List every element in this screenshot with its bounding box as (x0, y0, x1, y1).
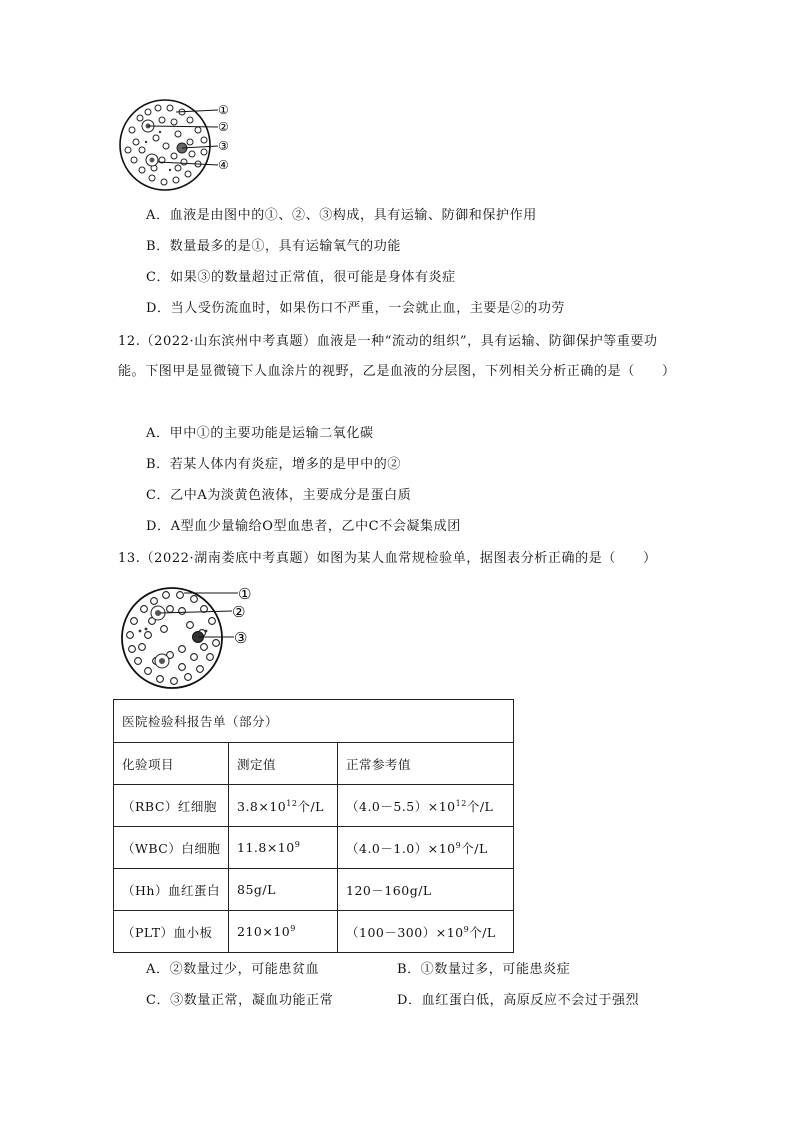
label-2: ② (218, 120, 229, 134)
smear-field (122, 588, 222, 688)
row-item: （RBC）红细胞 (114, 785, 229, 827)
q11-option-a: A．血液是由图中的①、②、③构成，具有运输、防御和保护作用 (146, 208, 537, 223)
q12-option-d: D．A型血少量输给O型血患者，乙中C不会凝集成团 (146, 519, 461, 534)
q11-option-d: D．当人受伤流血时，如果伤口不严重，一会就止血，主要是②的功劳 (146, 301, 566, 316)
row-value: $210\times 10^9$ (229, 911, 338, 953)
blood-smear-diagram-2 (120, 585, 270, 695)
row-item: （PLT）血小板 (114, 911, 229, 953)
table-row (114, 869, 514, 911)
q13-option-c: C．③数量正常，凝血功能正常 (146, 993, 334, 1008)
q12-option-a: A．甲中①的主要功能是运输二氧化碳 (146, 426, 374, 441)
q13-option-d: D．血红蛋白低，高原反应不会过于强烈 (397, 993, 640, 1008)
q13-option-a: A．②数量过少，可能患贫血 (146, 962, 320, 977)
label-1: ① (238, 585, 252, 603)
label-1: ① (218, 103, 229, 117)
row-item: （Hh）血红蛋白 (114, 869, 229, 911)
header-reference: 正常参考值 (338, 743, 514, 785)
table-row (114, 785, 514, 827)
smear-field (120, 100, 210, 190)
q13-stem: 13.（2022·湖南娄底中考真题）如图为某人血常规检验单，据图表分析正确的是（ ） (118, 551, 657, 566)
report-title: 医院检验科报告单（部分） (114, 700, 514, 743)
row-value: $3.8\times 10^{12}$个/L (229, 785, 338, 827)
label-4: ④ (218, 158, 229, 172)
q12-option-b: B．若某人体内有炎症，增多的是甲中的② (146, 457, 401, 472)
row-reference: $(4.0-5.5)\times 10^{12}$个/L (338, 785, 514, 827)
row-item: （WBC）白细胞 (114, 827, 229, 869)
q12-option-c: C．乙中A为淡黄色液体，主要成分是蛋白质 (146, 488, 412, 503)
label-3: ③ (218, 139, 229, 153)
q11-option-c: C．如果③的数量超过正常值，很可能是身体有炎症 (146, 270, 456, 285)
table-row (114, 827, 514, 869)
blood-test-report-table (113, 699, 514, 953)
label-2: ② (232, 603, 246, 621)
q12-stem-line1: 12.（2022·山东滨州中考真题）血液是一种“流动的组织”，具有运输、防御保护等重要功 (118, 334, 658, 349)
row-reference: $(4.0-1.0)\times 10^9$个/L (338, 827, 514, 869)
q11-option-b: B．数量最多的是①，具有运输氧气的功能 (146, 239, 401, 254)
q13-option-b: B．①数量过多，可能患炎症 (397, 962, 571, 977)
table-row (114, 911, 514, 953)
header-value: 测定值 (229, 743, 338, 785)
label-3: ③ (234, 629, 248, 647)
row-reference: $(100-300)\times 10^9$个/L (338, 911, 514, 953)
blood-smear-diagram-1 (118, 98, 248, 193)
header-item: 化验项目 (114, 743, 229, 785)
row-reference: 120－160g/L (338, 869, 514, 911)
row-value: 85g/L (229, 869, 338, 911)
row-value: $11.8\times 10^9$ (229, 827, 338, 869)
q12-stem-line2: 能。下图甲是显微镜下人血涂片的视野，乙是血液的分层图，下列相关分析正确的是（ ） (118, 364, 676, 379)
table-header-row (114, 743, 514, 785)
